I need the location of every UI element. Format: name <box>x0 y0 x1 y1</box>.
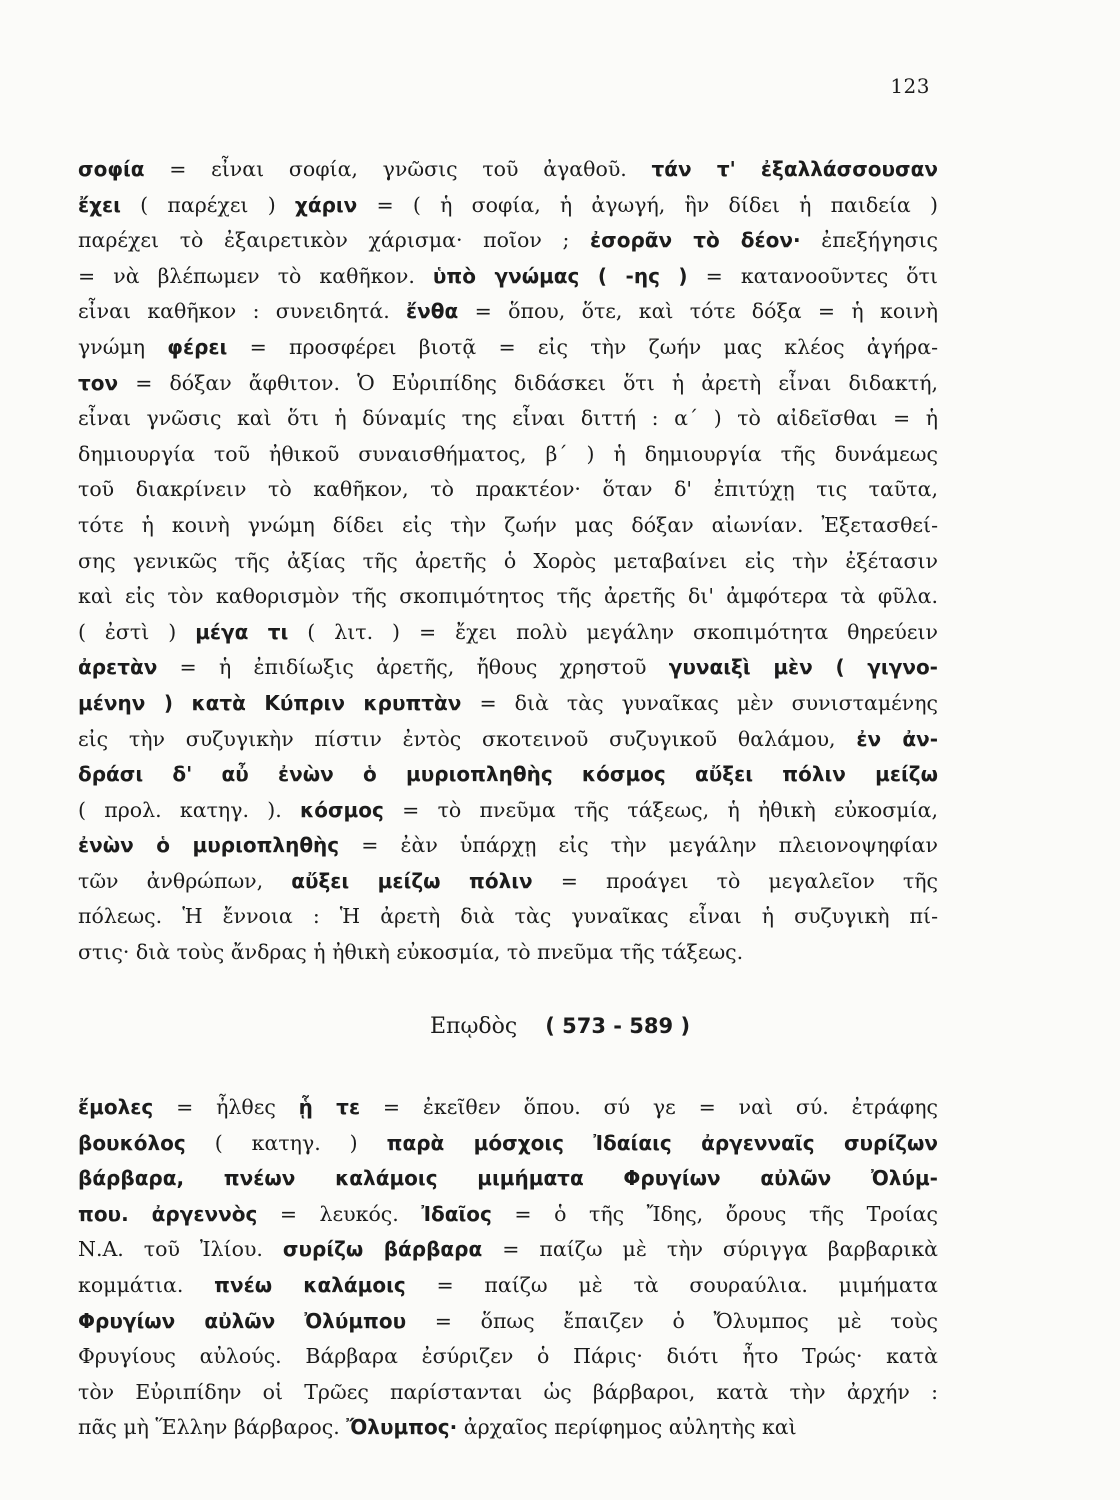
text-line <box>78 1090 938 1126</box>
commentary: εἶναι καθῆκον : συνειδητά. <box>78 299 407 324</box>
text-line <box>78 1161 938 1197</box>
text-line <box>78 722 938 758</box>
lemma: Ἰδαῖος <box>421 1201 492 1226</box>
lemma: πνέω καλάμοις <box>214 1272 406 1297</box>
lemma: παρὰ μόσχοις Ἰδαίαις ἀργενναῖς συρίζων <box>386 1130 938 1155</box>
text-line <box>78 437 938 473</box>
text-line <box>78 1197 938 1233</box>
commentary: ἐπεξήγησις <box>800 228 938 253</box>
commentary: = ἡ ἐπιδίωξις ἀρετῆς, ἤθους χρηστοῦ <box>157 655 669 680</box>
text-line <box>78 401 938 437</box>
text-line <box>78 650 938 686</box>
commentary: = προάγει τὸ μεγαλεῖον τῆς <box>532 868 938 893</box>
commentary: = ὅπου, ὅτε, καὶ τότε δόξα = ἡ κοινὴ <box>458 299 938 324</box>
text-line <box>78 864 938 900</box>
section-heading <box>0 1014 1120 1039</box>
text-line <box>78 579 938 615</box>
text-line <box>78 223 938 259</box>
commentary: = νὰ βλέπωμεν τὸ καθῆκον. <box>78 263 433 288</box>
text-line <box>78 615 938 651</box>
commentary: Φρυγίους αὐλούς. Βάρβαρα ἐσύριζεν ὁ Πάρις· διότι ἦτο Τρώς· κατὰ <box>78 1344 938 1369</box>
commentary: = ὅπως ἔπαιζεν ὁ Ὄλυμπος μὲ τοὺς <box>406 1308 938 1333</box>
commentary: = προσφέρει βιοτᾷ = εἰς τὴν ζωήν μας κλέος ἀγήρα- <box>227 334 938 359</box>
commentary: παρέχει τὸ ἐξαιρετικὸν χάρισμα· ποῖον ; <box>78 228 590 253</box>
text-line <box>78 828 938 864</box>
lemma: φέρει <box>167 334 228 359</box>
text-line <box>78 188 938 224</box>
lemma: ὑπὸ γνώμας ( -ης ) <box>432 263 688 288</box>
commentary: ( λιτ. ) = ἔχει πολὺ μεγάλην σκοπιμότητα θηρεύειν <box>288 619 938 644</box>
commentary: = ἦλθες <box>153 1095 299 1119</box>
commentary: τὸν Εὐριπίδην οἱ Τρῶες παρίστανται ὡς βάρβαροι, κατὰ τὴν ἀρχήν : <box>78 1379 938 1404</box>
commentary: ( ἐστὶ ) <box>78 619 196 644</box>
commentary: = ὁ τῆς Ἴδης, ὄρους τῆς Τροίας <box>491 1201 938 1226</box>
text-line <box>78 1304 938 1340</box>
text-line <box>78 1339 938 1375</box>
commentary: = λευκός. <box>257 1201 422 1226</box>
lemma: ἐσορᾶν τὸ δέον· <box>590 228 801 253</box>
text-line <box>78 793 938 829</box>
lemma: ἐν ἀν- <box>856 726 938 751</box>
text-line <box>78 1410 938 1446</box>
commentary: ( κατηγ. ) <box>185 1130 387 1155</box>
commentary: = ἐὰν ὑπάρχῃ εἰς τὴν μεγάλην πλειονοψηφίαν <box>339 833 938 858</box>
commentary: ἀρχαῖος περίφημος αὐλητὴς καὶ <box>457 1415 797 1440</box>
commentary: γνώμη <box>78 334 168 359</box>
commentary: σης γενικῶς τῆς ἀξίας τῆς ἀρετῆς ὁ Χορὸς μεταβαίνει εἰς τὴν ἐξέτασιν <box>78 548 938 573</box>
text-line <box>78 1126 938 1162</box>
text-block-lower <box>78 1090 938 1446</box>
commentary: τῶν ἀνθρώπων, <box>78 868 292 893</box>
lemma: ἔχει <box>78 192 121 217</box>
lemma: τάν τ' ἐξαλλάσσουσαν <box>651 157 938 181</box>
lemma: σοφία <box>78 157 145 181</box>
commentary: εἰς τὴν συζυγικὴν πίστιν ἐντὸς σκοτεινοῦ συζυγικοῦ θαλάμου, <box>78 726 857 751</box>
lemma: ἔμολες <box>78 1095 154 1119</box>
commentary: εἶναι γνῶσις καὶ ὅτι ἡ δύναμίς της εἶναι διττή : α΄ ) τὸ αἰδεῖσθαι = ἡ <box>78 406 938 431</box>
commentary: τοῦ διακρίνειν τὸ καθῆκον, τὸ πρακτέον· ὅταν δ' ἐπιτύχῃ τις ταῦτα, <box>78 477 938 502</box>
commentary: πόλεως. Ἡ ἔννοια : Ἡ ἀρετὴ διὰ τὰς γυναῖκας εἶναι ἡ συζυγικὴ πί- <box>78 904 938 929</box>
section-heading-title: Επῳδὸς <box>429 1014 518 1039</box>
commentary: = δόξαν ἄφθιτον. Ὁ Εὐριπίδης διδάσκει ὅτι ἡ ἀρετὴ εἶναι διδακτή, <box>118 370 938 395</box>
commentary: δημιουργία τοῦ ἠθικοῦ συναισθήματος, β΄ ) ἡ δημιουργία τῆς δυνάμεως <box>78 441 938 466</box>
commentary: = παίζω μὲ τὰ σουραύλια. μιμήματα <box>405 1272 938 1297</box>
text-block-upper <box>78 152 938 971</box>
commentary: κομμάτια. <box>78 1272 215 1297</box>
commentary: πᾶς μὴ Ἕλλην βάρβαρος. <box>78 1415 347 1440</box>
text-line <box>78 686 938 722</box>
section-heading-range: ( 573 - 589 ) <box>545 1014 691 1038</box>
text-line <box>78 152 938 188</box>
lemma: ἐνὼν ὁ μυριοπληθὴς <box>78 833 340 858</box>
commentary: = εἶναι σοφία, γνῶσις τοῦ ἀγαθοῦ. <box>144 157 652 181</box>
commentary: ( παρέχει ) <box>120 192 295 217</box>
text-line <box>78 259 938 295</box>
commentary: = τὸ πνεῦμα τῆς τάξεως, ἡ ἠθικὴ εὐκοσμία, <box>383 797 938 822</box>
page-number: 123 <box>890 74 930 98</box>
commentary: = ἐκεῖθεν ὅπου. σύ γε = ναὶ σύ. ἐτράφης <box>360 1095 938 1119</box>
text-line <box>78 935 938 971</box>
commentary: τότε ἡ κοινὴ γνώμη δίδει εἰς τὴν ζωήν μας δόξαν αἰωνίαν. Ἐξετασθεί- <box>78 512 938 537</box>
text-line <box>78 508 938 544</box>
text-line <box>78 472 938 508</box>
text-line <box>78 366 938 402</box>
lemma: τον <box>78 370 119 395</box>
lemma: δράσι δ' αὖ ἐνὼν ὁ μυριοπληθὴς κόσμος αὔξει πόλιν μείζω <box>78 762 938 787</box>
lemma: βάρβαρα, πνέων καλάμοις μιμήματα Φρυγίων αὐλῶν Ὀλύμ- <box>78 1166 938 1191</box>
lemma: βουκόλος <box>78 1130 186 1155</box>
lemma: χάριν <box>294 192 358 217</box>
lemma: ἀρετὰν <box>78 655 158 680</box>
lemma: αὔξει μείζω πόλιν <box>291 868 533 893</box>
commentary: = ( ἡ σοφία, ἡ ἀγωγή, ἣν δίδει ἡ παιδεία ) <box>357 192 938 217</box>
lemma: που. ἀργεννὸς <box>78 1201 258 1226</box>
lemma: Φρυγίων αὐλῶν Ὀλύμπου <box>78 1308 407 1333</box>
text-line <box>78 544 938 580</box>
commentary: ( προλ. κατηγ. ). <box>78 797 301 822</box>
lemma: ἔνθα <box>406 299 459 324</box>
text-line <box>78 757 938 793</box>
lemma: Ὄλυμπος· <box>346 1415 458 1440</box>
text-line <box>78 1375 938 1411</box>
commentary: καὶ εἰς τὸν καθορισμὸν τῆς σκοπιμότητος τῆς ἀρετῆς δι' ἀμφότερα τὰ φῦλα. <box>78 584 938 609</box>
lemma: μένην ) κατὰ Κύπριν κρυπτὰν <box>78 690 462 715</box>
text-line <box>78 1268 938 1304</box>
commentary: = κατανοοῦντες ὅτι <box>687 263 938 288</box>
text-line <box>78 899 938 935</box>
commentary: = διὰ τὰς γυναῖκας μὲν συνισταμένης <box>461 690 938 715</box>
commentary: = παίζω μὲ τὴν σύριγγα βαρβαρικὰ <box>482 1237 938 1262</box>
text-line <box>78 330 938 366</box>
lemma: μέγα τι <box>195 619 289 644</box>
commentary: στις· διὰ τοὺς ἄνδρας ἡ ἠθικὴ εὐκοσμία, τὸ πνεῦμα τῆς τάξεως. <box>78 940 744 965</box>
text-line <box>78 294 938 330</box>
lemma: συρίζω βάρβαρα <box>282 1237 483 1262</box>
lemma: γυναιξὶ μὲν ( γιγνο- <box>668 655 938 680</box>
commentary: Ν.Α. τοῦ Ἰλίου. <box>78 1237 283 1262</box>
lemma: κόσμος <box>300 797 384 822</box>
text-line <box>78 1232 938 1268</box>
lemma: ᾗ τε <box>298 1095 361 1119</box>
